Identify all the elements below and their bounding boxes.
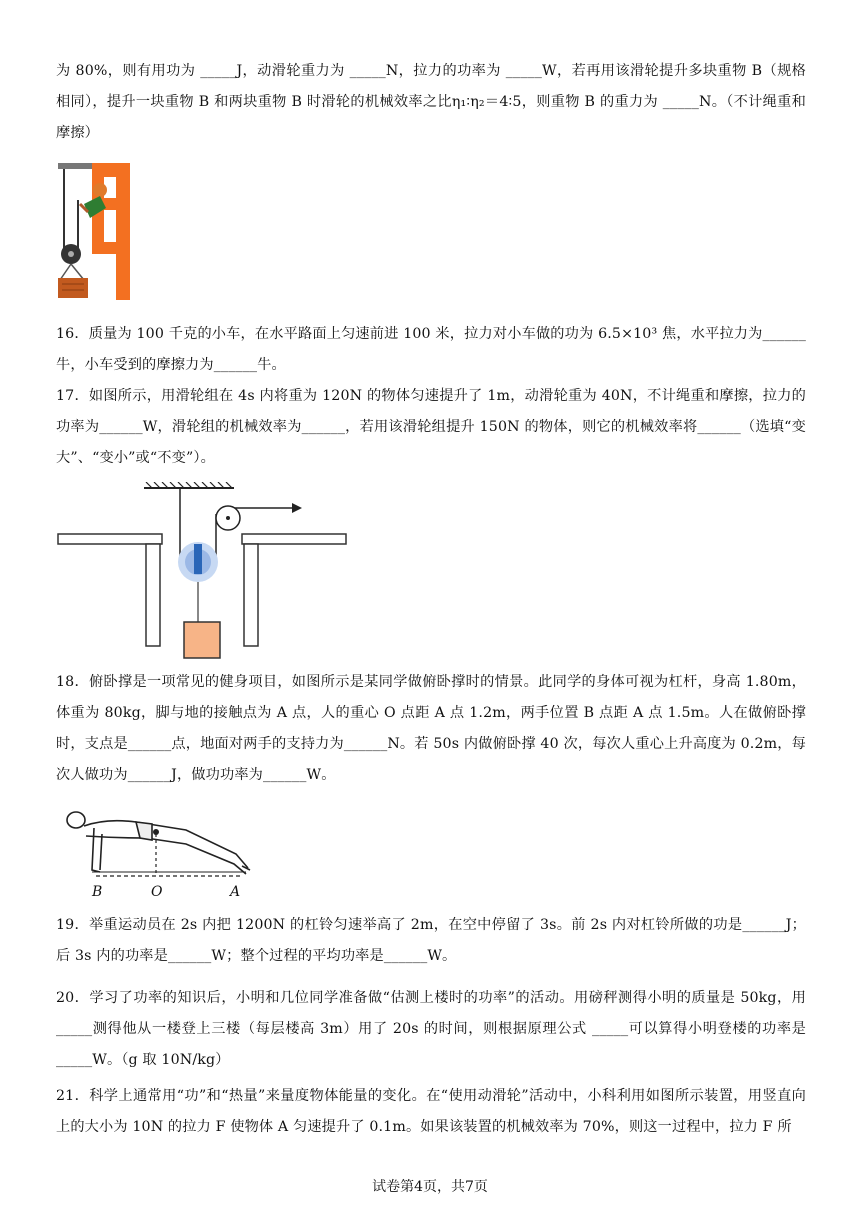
question-19: 19．举重运动员在 2s 内把 1200N 的杠铃匀速举高了 2m，在空中停留了 3s。前 2s 内对杠铃所做的功是______J；后 3s 内的功率是______W；整个过程的平均功率是______W。 [56,917,806,964]
label-b: B [92,884,103,900]
question-16: 16．质量为 100 千克的小车，在水平路面上匀速前进 100 米，拉力对小车做的功为 6.5×10³ 焦，水平拉力为______牛，小车受到的摩擦力为______牛。 [56,326,806,373]
label-a: A [230,884,241,900]
question-17: 17．如图所示，用滑轮组在 4s 内将重为 120N 的物体匀速提升了 1m，动滑轮重为 40N，不计绳重和摩擦，拉力的功率为______W，滑轮组的机械效率为______，若用该滑轮组提升 150N 的物体，则它的机械效率将______（选填“变大”、“变小”或“不变”）。 [56,388,806,466]
figure-17-pulley-system [56,482,350,664]
question-20: 20．学习了功率的知识后，小明和几位同学准备做“估测上楼时的功率”的活动。用磅秤测得小明的质量是 50kg，用_____测得他从一楼登上三楼（每层楼高 3m）用了 20s 的时间，则根据原理公式 _____可以算得小明登楼的功率是_____W。（g 取 10N/kg） [56,990,806,1068]
page-footer: 试卷第4页，共7页 [372,1179,488,1195]
figure-15-pulley-worker [54,160,134,302]
figure-18-pushup [56,804,266,900]
question-21: 21．科学上通常用“功”和“热量”来量度物体能量的变化。在“使用动滑轮”活动中，小科利用如图所示装置，用竖直向上的大小为 10N 的拉力 F 使物体 A 匀速提升了 0.1m。如果该装置的机械效率为 70%，则这一过程中，拉力 F 所 [56,1088,806,1135]
question-15-continued: 为 80%，则有用功为 _____J，动滑轮重力为 _____N，拉力的功率为 _____W，若再用该滑轮提升多块重物 B（规格相同），提升一块重物 B 和两块重物 B 时滑轮的机械效率之比η₁∶η₂＝4∶5，则重物 B 的重力为 _____N。（不计绳重和摩擦） [56,63,806,141]
question-18: 18．俯卧撑是一项常见的健身项目，如图所示是某同学做俯卧撑时的情景。此同学的身体可视为杠杆，身高 1.80m，体重为 80kg，脚与地的接触点为 A 点，人的重心 O 点距 A 点 1.2m，两手位置 B 点距 A 点 1.5m。人在做俯卧撑时，支点是______点，地面对两手的支持力为______N。若 50s 内做俯卧撑 40 次，每次人重心上升高度为 0.2m，每次人做功为______J，做功功率为______W。 [56,674,806,783]
label-o: O [151,884,163,900]
